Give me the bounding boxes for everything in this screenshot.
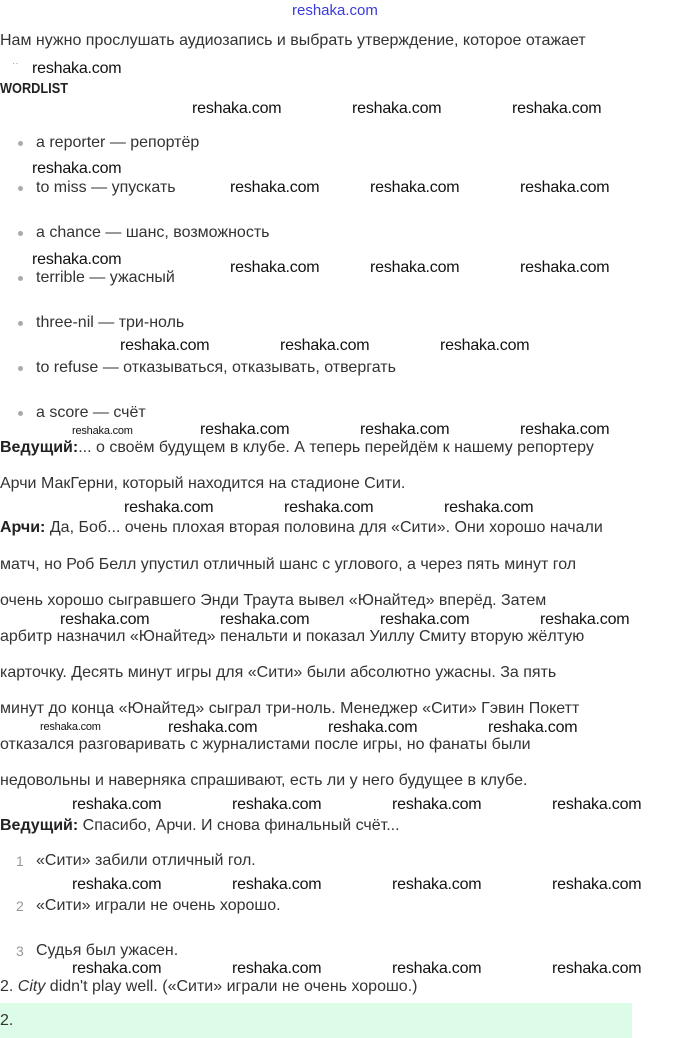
wordlist-item: a reporter — репортёр xyxy=(36,134,200,151)
wordlist-item: a chance — шанс, возможность xyxy=(36,224,270,241)
watermark-text: reshaka.com xyxy=(392,876,482,893)
bullet-icon xyxy=(18,411,23,416)
answer-box-text: 2. xyxy=(0,1012,14,1029)
watermark-text: reshaka.com xyxy=(444,499,534,516)
option-number: 2 xyxy=(16,898,24,914)
watermark-text: reshaka.com xyxy=(380,611,470,628)
watermark-text: reshaka.com xyxy=(32,251,122,268)
watermark-text: reshaka.com xyxy=(168,719,258,736)
watermark-text: reshaka.com xyxy=(392,796,482,813)
watermark-text: reshaka.com xyxy=(352,100,442,117)
option-number: 1 xyxy=(16,853,24,869)
watermark-text: reshaka.com xyxy=(40,721,101,733)
wordlist-item: to miss — упускать xyxy=(36,179,176,196)
watermark-text: reshaka.com xyxy=(540,611,630,628)
bullet-icon xyxy=(18,366,23,371)
watermark-text: reshaka.com xyxy=(232,960,322,977)
watermark-text: reshaka.com xyxy=(124,499,214,516)
watermark-text: reshaka.com xyxy=(284,499,374,516)
watermark-text: reshaka.com xyxy=(60,611,150,628)
watermark-text: reshaka.com xyxy=(488,719,578,736)
dots: ·· xyxy=(12,58,19,69)
answer-italic: City xyxy=(17,978,46,995)
wordlist-item: terrible — ужасный xyxy=(36,269,175,286)
answer-rest: didn't play well. («Сити» играли не очень хорошо.) xyxy=(45,978,418,995)
answer-text xyxy=(0,977,417,997)
watermark-text: reshaka.com xyxy=(440,337,530,354)
option-text: «Сити» играли не очень хорошо. xyxy=(36,897,281,914)
site-watermark-link[interactable]: reshaka.com xyxy=(292,2,378,19)
watermark-text: reshaka.com xyxy=(370,259,460,276)
wordlist-heading: WORDLIST xyxy=(0,80,68,97)
bullet-icon xyxy=(18,186,23,191)
watermark-text: reshaka.com xyxy=(360,421,450,438)
transcript-p2-line1 xyxy=(0,518,603,538)
intro-text: Нам нужно прослушать аудиозапись и выбрать утверждение, которое отажает xyxy=(0,32,586,49)
watermark-text: reshaka.com xyxy=(200,421,290,438)
watermark-text: reshaka.com xyxy=(552,960,642,977)
transcript-line: арбитр назначил «Юнайтед» пенальти и показал Уиллу Смиту вторую жёлтую xyxy=(0,628,585,645)
watermark-text: reshaka.com xyxy=(552,876,642,893)
transcript-p3 xyxy=(0,816,400,836)
watermark-text: reshaka.com xyxy=(72,960,162,977)
transcript-line: минут до конца «Юнайтед» сыграл три-ноль. Менеджер «Сити» Гэвин Покетт xyxy=(0,700,580,717)
bullet-icon xyxy=(18,231,23,236)
watermark-text: reshaka.com xyxy=(280,337,370,354)
watermark-text: reshaka.com xyxy=(232,796,322,813)
watermark-text: reshaka.com xyxy=(520,259,610,276)
wordlist-item: three-nil — три-ноль xyxy=(36,314,185,331)
watermark-text: reshaka.com xyxy=(232,876,322,893)
transcript-line: карточку. Десять минут игры для «Сити» были абсолютно ужасны. За пять xyxy=(0,664,557,681)
speaker: Ведущий: xyxy=(0,817,79,834)
watermark-text: reshaka.com xyxy=(120,337,210,354)
option-number: 3 xyxy=(16,943,24,959)
watermark-text: reshaka.com xyxy=(230,259,320,276)
wordlist-item: a score — счёт xyxy=(36,404,146,421)
transcript-line: недовольны и наверняка спрашивают, есть ли у него будущее в клубе. xyxy=(0,772,528,789)
transcript-line: матч, но Роб Белл упустил отличный шанс с углового, а через пять минут гол xyxy=(0,556,577,573)
watermark-text: reshaka.com xyxy=(192,100,282,117)
answer-box xyxy=(0,1003,632,1038)
option-text: Судья был ужасен. xyxy=(36,942,179,959)
speaker: Ведущий: xyxy=(0,439,79,456)
wordlist-item: to refuse — отказываться, отказывать, отвергать xyxy=(36,359,396,376)
watermark-text: reshaka.com xyxy=(72,425,133,437)
transcript-line: отказался разговаривать с журналистами после игры, но фанаты были xyxy=(0,736,531,753)
watermark-text: reshaka.com xyxy=(370,179,460,196)
watermark-text: reshaka.com xyxy=(552,796,642,813)
bullet-icon xyxy=(18,141,23,146)
watermark-text: reshaka.com xyxy=(512,100,602,117)
bullet-icon xyxy=(18,276,23,281)
watermark-text: reshaka.com xyxy=(392,960,482,977)
watermark-text: reshaka.com xyxy=(520,421,610,438)
transcript-line: очень хорошо сыгравшего Энди Траута вывел «Юнайтед» вперёд. Затем xyxy=(0,592,547,609)
watermark-text: reshaka.com xyxy=(32,160,122,177)
watermark-text: reshaka.com xyxy=(32,60,122,77)
answer-prefix: 2. xyxy=(0,978,18,995)
option-text: «Сити» забили отличный гол. xyxy=(36,852,256,869)
line: ... о своём будущем в клубе. А теперь перейдём к нашему репортеру xyxy=(78,439,594,456)
watermark-text: reshaka.com xyxy=(328,719,418,736)
line: Спасибо, Арчи. И снова финальный счёт... xyxy=(78,817,400,834)
watermark-text: reshaka.com xyxy=(72,796,162,813)
watermark-text: reshaka.com xyxy=(220,611,310,628)
speaker: Арчи: xyxy=(0,519,46,536)
watermark-text: reshaka.com xyxy=(230,179,320,196)
bullet-icon xyxy=(18,321,23,326)
watermark-text: reshaka.com xyxy=(520,179,610,196)
transcript-p1-line2: Арчи МакГерни, который находится на стадионе Сити. xyxy=(0,475,406,492)
watermark-text: reshaka.com xyxy=(72,876,162,893)
line: Да, Боб... очень плохая вторая половина для «Сити». Они хорошо начали xyxy=(45,519,603,536)
transcript-p1-line1 xyxy=(0,438,594,458)
